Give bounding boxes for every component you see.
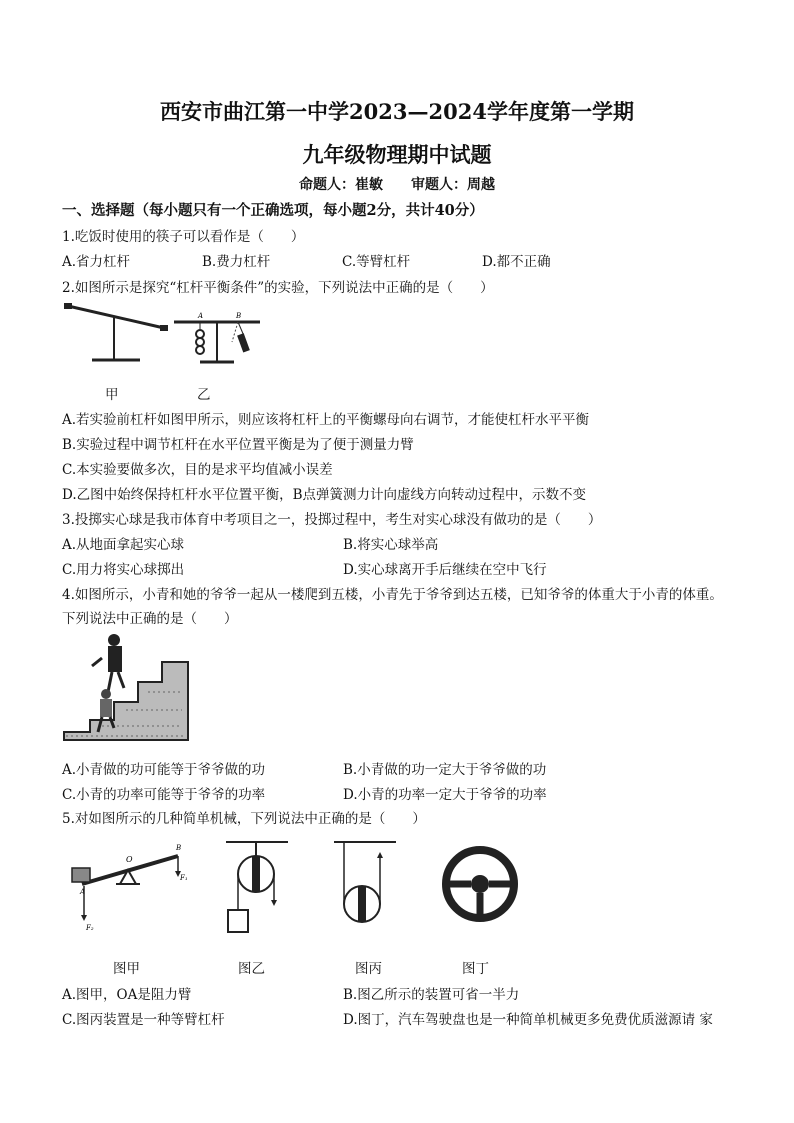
question-1-option-d: D.都不正确 (482, 254, 551, 270)
question-1-option-a: A.省力杠杆 (62, 254, 131, 270)
question-3-option-a: A.从地面拿起实心球 (62, 537, 185, 553)
section-heading: 一、选择题（每小题只有一个正确选项，每小题2分，共计40分） (62, 202, 484, 219)
figure-label-jia: 甲 (105, 387, 119, 403)
question-5-option-d: D.图丁，汽车驾驶盘也是一种简单机械更多免费优质滋源请 家 (343, 1012, 713, 1028)
question-3-stem: 3.投掷实心球是我市体育中考项目之一，投掷过程中，考生对实心球没有做功的是（ ） (62, 512, 602, 528)
crowbar-mark-o: O (126, 855, 133, 864)
question-2-option-b: B.实验过程中调节杠杆在水平位置平衡是为了便于测量力臂 (62, 437, 414, 453)
lever-mark-b: B (236, 312, 242, 320)
stairs-climbing-illustration (62, 632, 190, 744)
figure-label-ding-5: 图丁 (462, 961, 489, 977)
figure-label-yi-5: 图乙 (238, 961, 265, 977)
question-5-option-a: A.图甲，OA是阻力臂 (62, 987, 192, 1003)
question-1-stem: 1.吃饭时使用的筷子可以看作是（ ） (62, 229, 305, 245)
crowbar-mark-f2: F₂ (86, 924, 94, 932)
question-1-option-b: B.费力杠杆 (202, 254, 271, 270)
question-4-option-d: D.小青的功率一定大于爷爷的功率 (343, 787, 547, 803)
crowbar-mark-b: B (176, 844, 182, 852)
fixed-pulley-figure (222, 838, 292, 938)
crowbar-mark-a: A (80, 888, 86, 896)
question-2-option-c: C.本实验要做多次，目的是求平均值减小误差 (62, 462, 333, 478)
question-5-option-c: C.图丙装置是一种等臂杠杆 (62, 1012, 225, 1028)
figure-label-jia-5: 图甲 (113, 961, 140, 977)
question-3-option-b: B.将实心球举高 (343, 537, 439, 553)
exam-authors: 命题人：崔敏 审题人：周越 (299, 177, 495, 193)
question-5-stem: 5.对如图所示的几种简单机械，下列说法中正确的是（ ） (62, 811, 426, 827)
question-4-option-c: C.小青的功率可能等于爷爷的功率 (62, 787, 266, 803)
figure-label-bing-5: 图丙 (355, 961, 382, 977)
question-1-option-c: C.等臂杠杆 (342, 254, 411, 270)
question-2-option-d: D.乙图中始终保持杠杆水平位置平衡，B点弹簧测力计向虚线方向转动过程中，示数不变 (62, 487, 587, 503)
crowbar-mark-f1: F₁ (180, 874, 188, 882)
lever-mark-a: A (198, 312, 204, 320)
movable-pulley-figure (330, 838, 400, 938)
question-3-option-d: D.实心球离开手后继续在空中飞行 (343, 562, 547, 578)
question-4-option-b: B.小青做的功一定大于爷爷做的功 (343, 762, 547, 778)
exam-title: 西安市曲江第一中学2023—2024学年度第一学期 (160, 99, 634, 124)
exam-subtitle: 九年级物理期中试题 (302, 142, 492, 167)
lever-figure-yi (170, 310, 265, 370)
figure-label-yi: 乙 (197, 387, 211, 403)
question-3-option-c: C.用力将实心球掷出 (62, 562, 185, 578)
lever-figure-jia (62, 300, 172, 370)
question-4-stem-line2: 下列说法中正确的是（ ） (62, 611, 238, 627)
question-4-option-a: A.小青做的功可能等于爷爷做的功 (62, 762, 266, 778)
steering-wheel-figure (440, 840, 520, 930)
question-2-stem: 2.如图所示是探究“杠杆平衡条件”的实验，下列说法中正确的是（ ） (62, 280, 494, 296)
question-2-option-a: A.若实验前杠杆如图甲所示，则应该将杠杆上的平衡螺母向右调节，才能使杠杆水平平衡 (62, 412, 590, 428)
question-5-option-b: B.图乙所示的装置可省一半力 (343, 987, 520, 1003)
crowbar-lever-figure (68, 838, 188, 938)
question-4-stem-line1: 4.如图所示，小青和她的爷爷一起从一楼爬到五楼，小青先于爷爷到达五楼，已知爷爷的体重大于小青的体重。 (62, 587, 723, 603)
